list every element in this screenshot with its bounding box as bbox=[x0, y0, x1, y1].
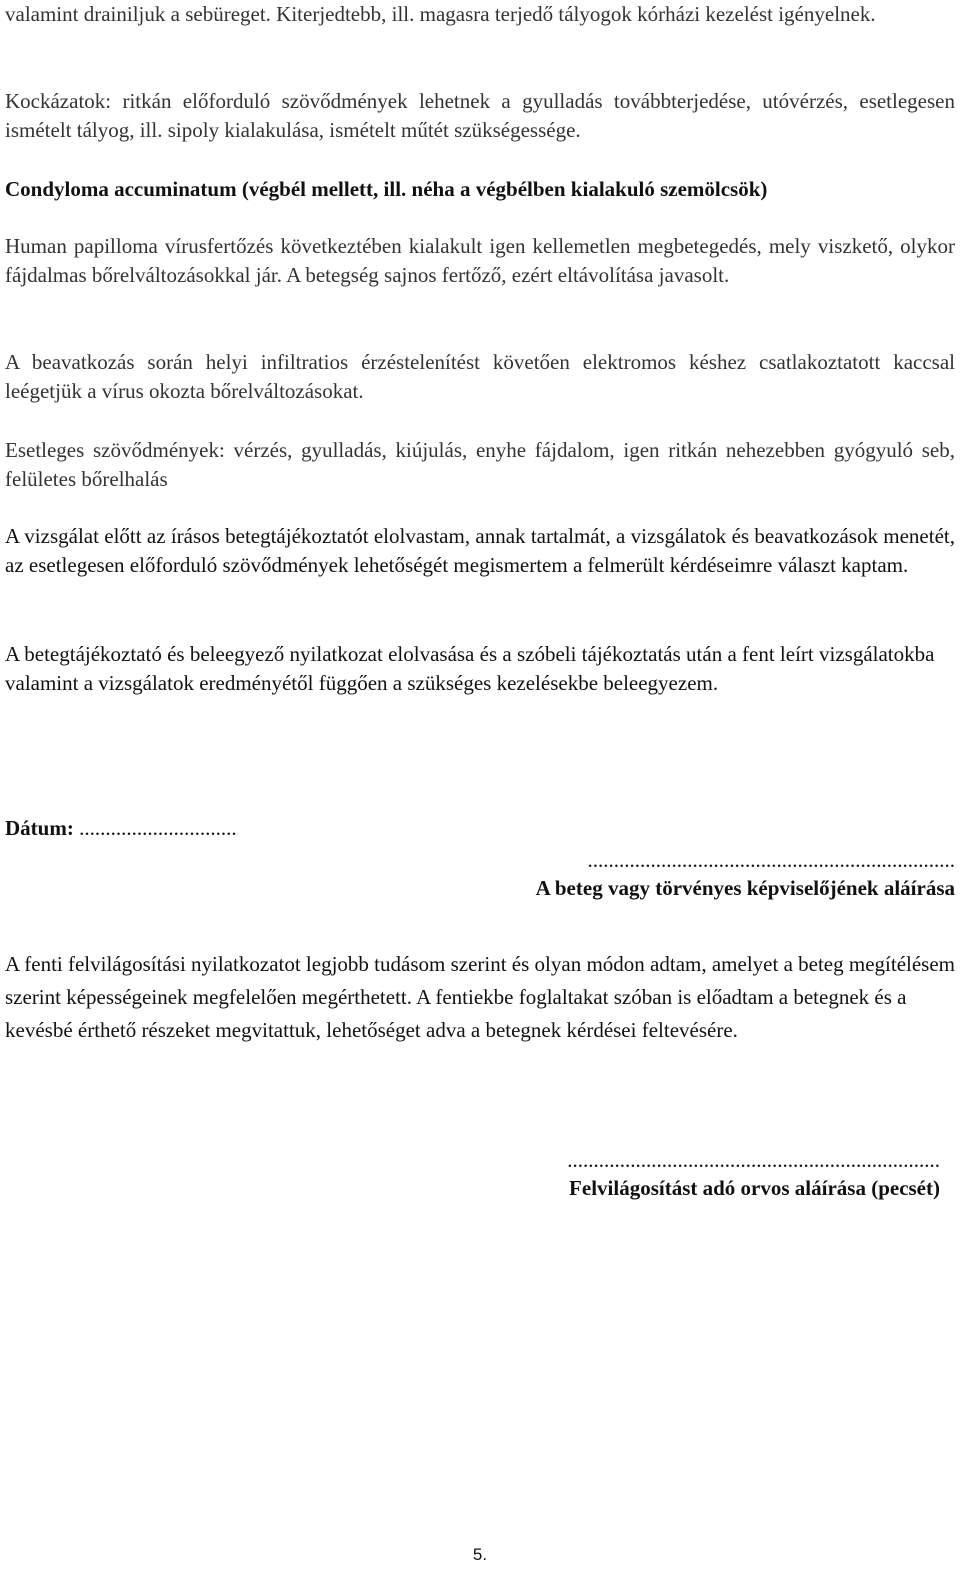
complications-paragraph: Esetleges szövődmények: vérzés, gyulladás, kiújulás, enyhe fájdalom, igen ritkán nehezebben gyógyuló seb, felületes bőrelhalás bbox=[5, 438, 955, 491]
doctor-signature-line: ....................................................................... bbox=[567, 1148, 940, 1172]
section-heading: Condyloma accuminatum (végbél mellett, ill. néha a végbélben kialakuló szemölcsök) bbox=[5, 177, 768, 201]
patient-signature-block bbox=[536, 848, 955, 904]
date-dots: .............................. bbox=[79, 816, 237, 840]
doctor-signature-block bbox=[567, 1148, 940, 1204]
risks-paragraph: Kockázatok: ritkán előforduló szövődmények lehetnek a gyulladás továbbterjedése, utóvérzés, esetlegesen ismételt tályog, ill. sipoly kialakulása, ismételt műtét szükségessége. bbox=[5, 89, 955, 142]
doctor-signature-caption: Felvilágosítást adó orvos aláírása (pecsét) bbox=[569, 1176, 940, 1200]
description-paragraph: Human papilloma vírusfertőzés következtében kialakult igen kellemetlen megbetegedés, mely viszkető, olykor fájdalmas bőrelváltozásokkal jár. A betegség sajnos fertőző, ezért eltávolítása javasolt. bbox=[5, 234, 955, 287]
date-label: Dátum: bbox=[5, 816, 74, 840]
doctor-statement-paragraph: A fenti felvilágosítási nyilatkozatot legjobb tudásom szerint és olyan módon adtam, amelyet a beteg megítélésem szerint képességeinek megfelelően megérthetett. A fentiekbe foglaltakat szóban is előadtam a betegnek és a kevésbé érthető részeket megvitattuk, lehetőséget adva a betegnek kérdései feltevésére. bbox=[5, 952, 955, 1042]
patient-signature-caption: A beteg vagy törvényes képviselőjének aláírása bbox=[535, 876, 955, 900]
intro-paragraph: valamint drainiljuk a sebüreget. Kiterjedtebb, ill. magasra terjedő tályogok kórházi kezelést igényelnek. bbox=[5, 2, 876, 26]
page-number: 5. bbox=[472, 1545, 488, 1564]
procedure-paragraph: A beavatkozás során helyi infiltratios érzéstelenítést követően elektromos késhez csatlakoztatott kaccsal leégetjük a vírus okozta bőrelváltozásokat. bbox=[5, 350, 955, 403]
consent-paragraph: A betegtájékoztató és beleegyező nyilatkozat elolvasása és a szóbeli tájékoztatás után a fent leírt vizsgálatokba valamint a vizsgálatok eredményétől függően a szükséges kezelésekbe beleegyezem. bbox=[5, 642, 935, 695]
patient-signature-line: ...................................................................... bbox=[587, 848, 955, 872]
acknowledgement-paragraph: A vizsgálat előtt az írásos betegtájékoztatót elolvastam, annak tartalmát, a vizsgálatok és beavatkozások menetét, az esetlegesen előforduló szövődmények lehetőségét megismertem a felmerült kérdéseimre választ kaptam. bbox=[5, 524, 955, 577]
date-field bbox=[5, 812, 237, 844]
